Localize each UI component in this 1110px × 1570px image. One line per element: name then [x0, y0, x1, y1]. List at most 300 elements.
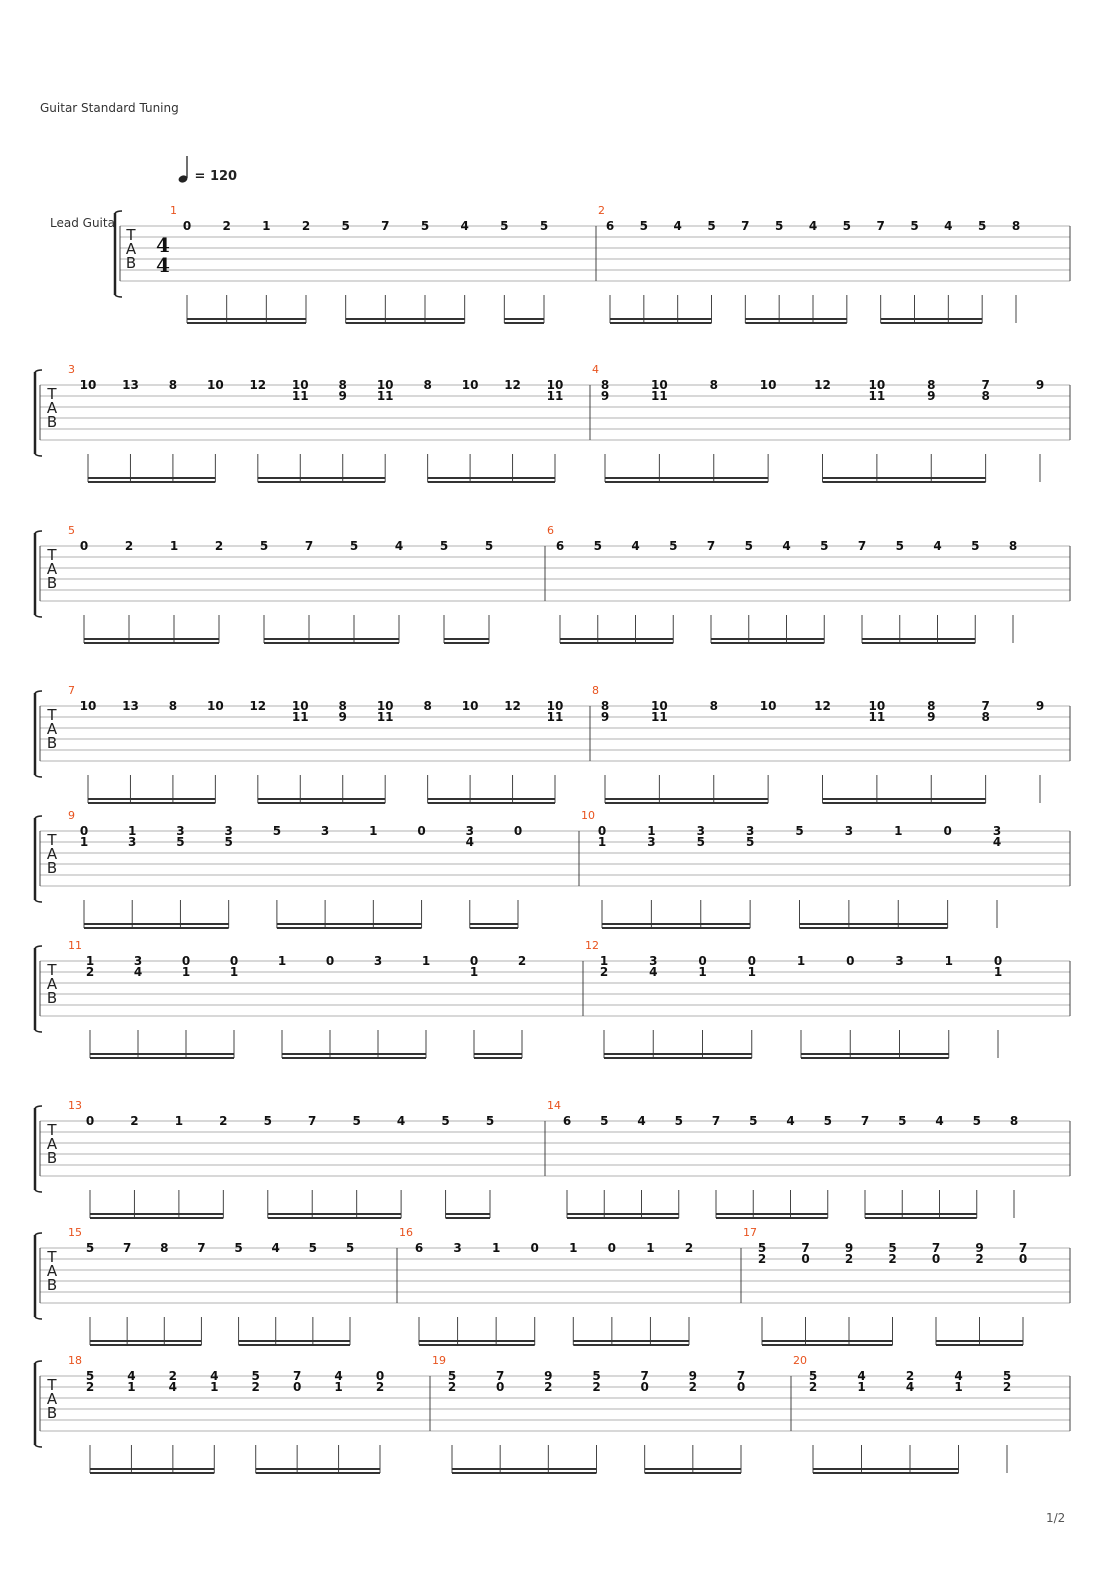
fret-number: 4: [673, 219, 682, 233]
fret-number: 1: [174, 1114, 184, 1128]
fret-number: 5: [272, 824, 282, 838]
fret-number: 1: [698, 965, 707, 979]
fret-number: 5: [592, 1369, 601, 1383]
fret-number: 0: [292, 1380, 302, 1394]
fret-number: 0: [801, 1252, 810, 1266]
fret-number: 1: [599, 954, 609, 968]
fret-number: 7: [381, 219, 390, 233]
fret-number: 0: [325, 954, 335, 968]
fret-number: 1: [421, 954, 431, 968]
fret-number: 4: [271, 1241, 280, 1255]
fret-number: 10: [651, 378, 668, 392]
fret-number: 5: [263, 1114, 272, 1128]
fret-number: 4: [944, 219, 953, 233]
fret-number: 4: [631, 539, 640, 553]
fret-number: 2: [1002, 1380, 1012, 1394]
fret-number: 1: [857, 1380, 866, 1394]
fret-number: 1: [79, 835, 89, 849]
tab-clef-letter: T: [47, 1121, 57, 1139]
fret-number: 3: [453, 1241, 462, 1255]
fret-number: 11: [868, 389, 886, 403]
fret-number: 5: [795, 824, 804, 838]
fret-number: 5: [707, 219, 716, 233]
fret-number: 1: [646, 1241, 655, 1255]
fret-number: 10: [207, 699, 224, 713]
fret-number: 3: [320, 824, 330, 838]
fret-number: 6: [562, 1114, 572, 1128]
fret-number: 5: [500, 219, 509, 233]
tab-clef-letter: B: [46, 859, 58, 877]
fret-number: 9: [844, 1241, 854, 1255]
fret-number: 5: [977, 219, 987, 233]
fret-number: 9: [1035, 378, 1045, 392]
fret-number: 10: [461, 378, 479, 392]
fret-number: 9: [600, 710, 610, 724]
fret-number: 10: [207, 378, 224, 392]
tab-clef-letter: T: [47, 831, 57, 849]
fret-number: 7: [736, 1369, 746, 1383]
fret-number: 4: [649, 965, 658, 979]
fret-number: 5: [669, 539, 678, 553]
fret-number: 9: [600, 389, 610, 403]
fret-number: 10: [868, 699, 886, 713]
bracket-top: [35, 946, 42, 948]
time-signature-bottom: 4: [156, 253, 170, 277]
tab-clef-letter: A: [46, 845, 58, 863]
fret-number: 5: [820, 539, 829, 553]
fret-number: 7: [122, 1241, 132, 1255]
fret-number: 4: [992, 835, 1002, 849]
fret-number: 5: [447, 1369, 457, 1383]
fret-number: 1: [277, 954, 287, 968]
fret-number: 6: [555, 539, 565, 553]
fret-number: 5: [808, 1369, 818, 1383]
fret-number: 9: [338, 710, 347, 724]
fret-number: 7: [981, 378, 990, 392]
measure-number: 3: [68, 363, 75, 376]
tab-clef-letter: T: [126, 226, 136, 244]
fret-number: 5: [774, 219, 784, 233]
fret-number: 4: [954, 1369, 963, 1383]
fret-number: 5: [898, 1114, 907, 1128]
fret-number: 2: [301, 219, 311, 233]
fret-number: 11: [546, 389, 564, 403]
tab-clef-letter: A: [46, 1262, 58, 1280]
fret-number: 7: [304, 539, 314, 553]
fret-number: 10: [79, 378, 97, 392]
fret-number: 0: [943, 824, 952, 838]
fret-number: 2: [85, 965, 95, 979]
fret-number: 7: [1018, 1241, 1028, 1255]
fret-number: 5: [745, 835, 755, 849]
fret-number: 5: [85, 1241, 95, 1255]
fret-number: 12: [249, 378, 267, 392]
fret-number: 8: [1008, 539, 1018, 553]
fret-number: 2: [905, 1369, 915, 1383]
fret-number: 9: [338, 389, 347, 403]
fret-number: 9: [927, 389, 936, 403]
fret-number: 0: [530, 1241, 539, 1255]
fret-number: 3: [373, 954, 383, 968]
fret-number: 4: [210, 1369, 219, 1383]
fret-number: 3: [895, 954, 904, 968]
fret-number: 2: [222, 219, 231, 233]
fret-number: 6: [605, 219, 615, 233]
fret-number: 10: [868, 378, 886, 392]
fret-number: 9: [1035, 699, 1045, 713]
measure-number: 9: [68, 809, 75, 822]
tab-clef-letter: B: [46, 734, 58, 752]
fret-number: 1: [993, 965, 1003, 979]
fret-number: 8: [927, 699, 936, 713]
fret-number: 3: [128, 835, 137, 849]
fret-number: 0: [79, 539, 89, 553]
fret-number: 5: [439, 539, 449, 553]
fret-number: 12: [249, 699, 267, 713]
fret-number: 8: [709, 699, 718, 713]
fret-number: 0: [182, 219, 192, 233]
fret-number: 4: [782, 539, 791, 553]
fret-number: 5: [749, 1114, 758, 1128]
fret-number: 2: [888, 1252, 897, 1266]
measure-number: 8: [592, 684, 599, 697]
tab-clef-letter: T: [47, 706, 57, 724]
fret-number: 3: [465, 824, 474, 838]
fret-number: 11: [546, 710, 564, 724]
fret-number: 3: [992, 824, 1002, 838]
tab-clef-letter: T: [47, 1376, 57, 1394]
fret-number: 8: [168, 699, 178, 713]
fret-number: 0: [736, 1380, 746, 1394]
fret-number: 9: [688, 1369, 698, 1383]
fret-number: 11: [651, 710, 668, 724]
bracket-bottom: [35, 1445, 42, 1447]
fret-number: 4: [127, 1369, 136, 1383]
fret-number: 0: [513, 824, 523, 838]
fret-number: 0: [229, 954, 239, 968]
fret-number: 4: [394, 539, 404, 553]
fret-number: 0: [607, 1241, 617, 1255]
measure-number: 6: [547, 524, 554, 537]
fret-number: 2: [375, 1380, 385, 1394]
fret-number: 7: [876, 219, 885, 233]
measure-number: 15: [68, 1226, 82, 1239]
measure-number: 1: [170, 204, 177, 217]
fret-number: 5: [539, 219, 549, 233]
tab-clef-letter: A: [125, 240, 137, 258]
fret-number: 9: [927, 710, 936, 724]
fret-number: 10: [461, 699, 479, 713]
fret-number: 9: [544, 1369, 553, 1383]
fret-number: 5: [224, 835, 233, 849]
fret-number: 2: [599, 965, 609, 979]
measure-number: 11: [68, 939, 82, 952]
measure-number: 16: [399, 1226, 413, 1239]
measure-number: 14: [547, 1099, 561, 1112]
fret-number: 5: [484, 539, 494, 553]
measure-number: 5: [68, 524, 75, 537]
fret-number: 1: [491, 1241, 501, 1255]
fret-number: 4: [637, 1114, 646, 1128]
fret-number: 0: [597, 824, 607, 838]
fret-number: 4: [334, 1369, 343, 1383]
fret-number: 4: [933, 539, 942, 553]
bracket-bottom: [35, 900, 42, 902]
fret-number: 4: [465, 835, 474, 849]
measure-number: 13: [68, 1099, 82, 1112]
measure-number: 2: [598, 204, 605, 217]
fret-number: 10: [759, 699, 777, 713]
fret-number: 4: [857, 1369, 866, 1383]
fret-number: 7: [711, 1114, 721, 1128]
fret-number: 2: [592, 1380, 601, 1394]
fret-number: 1: [369, 824, 378, 838]
fret-number: 7: [495, 1369, 505, 1383]
bracket-bottom: [35, 454, 42, 456]
measure-number: 4: [592, 363, 599, 376]
bracket-top: [35, 370, 42, 372]
tab-clef-letter: T: [47, 546, 57, 564]
bracket-bottom: [35, 1190, 42, 1192]
fret-number: 6: [414, 1241, 424, 1255]
fret-number: 2: [85, 1380, 95, 1394]
fret-number: 8: [600, 378, 610, 392]
tab-clef-letter: A: [46, 720, 58, 738]
tab-clef-letter: T: [47, 961, 57, 979]
fret-number: 5: [345, 1241, 355, 1255]
fret-number: 4: [935, 1114, 944, 1128]
fret-number: 7: [308, 1114, 317, 1128]
fret-number: 1: [954, 1380, 963, 1394]
fret-number: 0: [747, 954, 756, 968]
fret-number: 4: [396, 1114, 406, 1128]
fret-number: 5: [971, 539, 980, 553]
fret-number: 8: [160, 1241, 169, 1255]
fret-number: 3: [224, 824, 233, 838]
fret-number: 10: [546, 699, 564, 713]
fret-number: 5: [420, 219, 430, 233]
fret-number: 4: [133, 965, 143, 979]
fret-number: 2: [517, 954, 527, 968]
fret-number: 8: [981, 389, 990, 403]
fret-number: 1: [944, 954, 953, 968]
tab-clef-letter: B: [46, 574, 58, 592]
tab-clef-letter: A: [46, 1135, 58, 1153]
tab-clef-letter: A: [46, 1390, 58, 1408]
fret-number: 4: [168, 1380, 178, 1394]
bracket-bottom: [35, 1030, 42, 1032]
tab-clef-letter: B: [125, 254, 137, 272]
fret-number: 8: [168, 378, 178, 392]
fret-number: 7: [706, 539, 716, 553]
fret-number: 10: [759, 378, 777, 392]
fret-number: 11: [376, 389, 394, 403]
fret-number: 2: [251, 1380, 260, 1394]
fret-number: 5: [176, 835, 185, 849]
fret-number: 5: [639, 219, 649, 233]
fret-number: 2: [124, 539, 134, 553]
fret-number: 1: [796, 954, 806, 968]
tab-clef-letter: T: [47, 385, 57, 403]
bracket-bottom: [115, 295, 122, 297]
fret-number: 5: [972, 1114, 981, 1128]
tab-clef-letter: T: [47, 1248, 57, 1266]
fret-number: 12: [504, 699, 521, 713]
fret-number: 2: [544, 1380, 553, 1394]
fret-number: 9: [975, 1241, 984, 1255]
fret-number: 11: [291, 710, 309, 724]
fret-number: 7: [931, 1241, 941, 1255]
fret-number: 5: [308, 1241, 318, 1255]
fret-number: 8: [927, 378, 936, 392]
fret-number: 1: [747, 965, 756, 979]
fret-number: 0: [495, 1380, 505, 1394]
fret-number: 1: [469, 965, 479, 979]
fret-number: 10: [546, 378, 564, 392]
bracket-top: [35, 1106, 42, 1108]
fret-number: 0: [1018, 1252, 1028, 1266]
fret-number: 5: [895, 539, 904, 553]
fret-number: 10: [376, 378, 394, 392]
fret-number: 1: [334, 1380, 343, 1394]
track-name: Lead Guita: [50, 216, 115, 230]
fret-number: 0: [181, 954, 191, 968]
fret-number: 5: [251, 1369, 260, 1383]
fret-number: 1: [569, 1241, 578, 1255]
fret-number: 1: [597, 835, 607, 849]
fret-number: 5: [757, 1241, 767, 1255]
fret-number: 2: [684, 1241, 694, 1255]
fret-number: 8: [338, 378, 347, 392]
bracket-top: [35, 1233, 42, 1235]
measure-number: 12: [585, 939, 599, 952]
fret-number: 4: [808, 219, 818, 233]
tab-clef-letter: A: [46, 560, 58, 578]
fret-number: 8: [423, 699, 432, 713]
fret-number: 2: [975, 1252, 984, 1266]
fret-number: 10: [291, 378, 309, 392]
fret-number: 1: [229, 965, 239, 979]
fret-number: 7: [860, 1114, 870, 1128]
fret-number: 5: [600, 1114, 609, 1128]
fret-number: 1: [210, 1380, 219, 1394]
fret-number: 0: [375, 1369, 385, 1383]
fret-number: 5: [842, 219, 852, 233]
fret-number: 10: [651, 699, 668, 713]
measure-number: 19: [432, 1354, 446, 1367]
fret-number: 5: [888, 1241, 897, 1255]
fret-number: 0: [417, 824, 426, 838]
fret-number: 7: [741, 219, 750, 233]
fret-number: 4: [460, 219, 469, 233]
tuning-label: Guitar Standard Tuning: [40, 101, 179, 115]
fret-number: 8: [981, 710, 990, 724]
fret-number: 4: [786, 1114, 795, 1128]
measure-number: 20: [793, 1354, 807, 1367]
fret-number: 11: [651, 389, 668, 403]
fret-number: 3: [133, 954, 143, 968]
fret-number: 0: [931, 1252, 941, 1266]
bracket-bottom: [35, 615, 42, 617]
fret-number: 8: [423, 378, 432, 392]
fret-number: 7: [197, 1241, 206, 1255]
fret-number: 0: [469, 954, 479, 968]
bracket-top: [115, 211, 122, 213]
fret-number: 5: [259, 539, 269, 553]
fret-number: 8: [600, 699, 610, 713]
measure-number: 18: [68, 1354, 82, 1367]
fret-number: 13: [122, 699, 139, 713]
measure-number: 7: [68, 684, 75, 697]
measure-number: 10: [581, 809, 595, 822]
fret-number: 5: [696, 835, 705, 849]
fret-number: 12: [814, 378, 831, 392]
fret-number: 3: [696, 824, 705, 838]
fret-number: 2: [130, 1114, 139, 1128]
fret-number: 3: [649, 954, 658, 968]
fret-number: 0: [846, 954, 855, 968]
fret-number: 3: [176, 824, 185, 838]
fret-number: 1: [128, 824, 137, 838]
fret-number: 3: [745, 824, 755, 838]
fret-number: 12: [504, 378, 521, 392]
measure-number: 17: [743, 1226, 757, 1239]
tab-clef-letter: A: [46, 975, 58, 993]
fret-number: 5: [1002, 1369, 1012, 1383]
fret-number: 3: [647, 835, 656, 849]
fret-number: 1: [181, 965, 191, 979]
fret-number: 0: [85, 1114, 95, 1128]
bracket-top: [35, 816, 42, 818]
fret-number: 11: [376, 710, 394, 724]
fret-number: 7: [801, 1241, 810, 1255]
fret-number: 7: [640, 1369, 649, 1383]
fret-number: 2: [688, 1380, 698, 1394]
bracket-top: [35, 691, 42, 693]
fret-number: 2: [757, 1252, 767, 1266]
fret-number: 11: [291, 389, 309, 403]
fret-number: 8: [709, 378, 718, 392]
fret-number: 7: [981, 699, 990, 713]
fret-number: 8: [338, 699, 347, 713]
fret-number: 5: [744, 539, 753, 553]
fret-number: 0: [698, 954, 707, 968]
fret-number: 10: [376, 699, 394, 713]
fret-number: 5: [674, 1114, 683, 1128]
tab-clef-letter: B: [46, 413, 58, 431]
fret-number: 1: [647, 824, 656, 838]
page-number: 1/2: [1046, 1511, 1066, 1525]
fret-number: 5: [441, 1114, 450, 1128]
fret-number: 0: [640, 1380, 649, 1394]
fret-number: 1: [127, 1380, 136, 1394]
fret-number: 5: [349, 539, 359, 553]
fret-number: 1: [85, 954, 95, 968]
fret-number: 12: [814, 699, 831, 713]
bracket-top: [35, 531, 42, 533]
fret-number: 13: [122, 378, 139, 392]
fret-number: 11: [868, 710, 886, 724]
fret-number: 1: [894, 824, 903, 838]
fret-number: 2: [214, 539, 224, 553]
fret-number: 5: [910, 219, 919, 233]
tab-clef-letter: B: [46, 1149, 58, 1167]
tab-clef-letter: B: [46, 989, 58, 1007]
fret-number: 8: [1009, 1114, 1019, 1128]
fret-number: 10: [79, 699, 97, 713]
fret-number: 2: [219, 1114, 228, 1128]
fret-number: 5: [485, 1114, 495, 1128]
